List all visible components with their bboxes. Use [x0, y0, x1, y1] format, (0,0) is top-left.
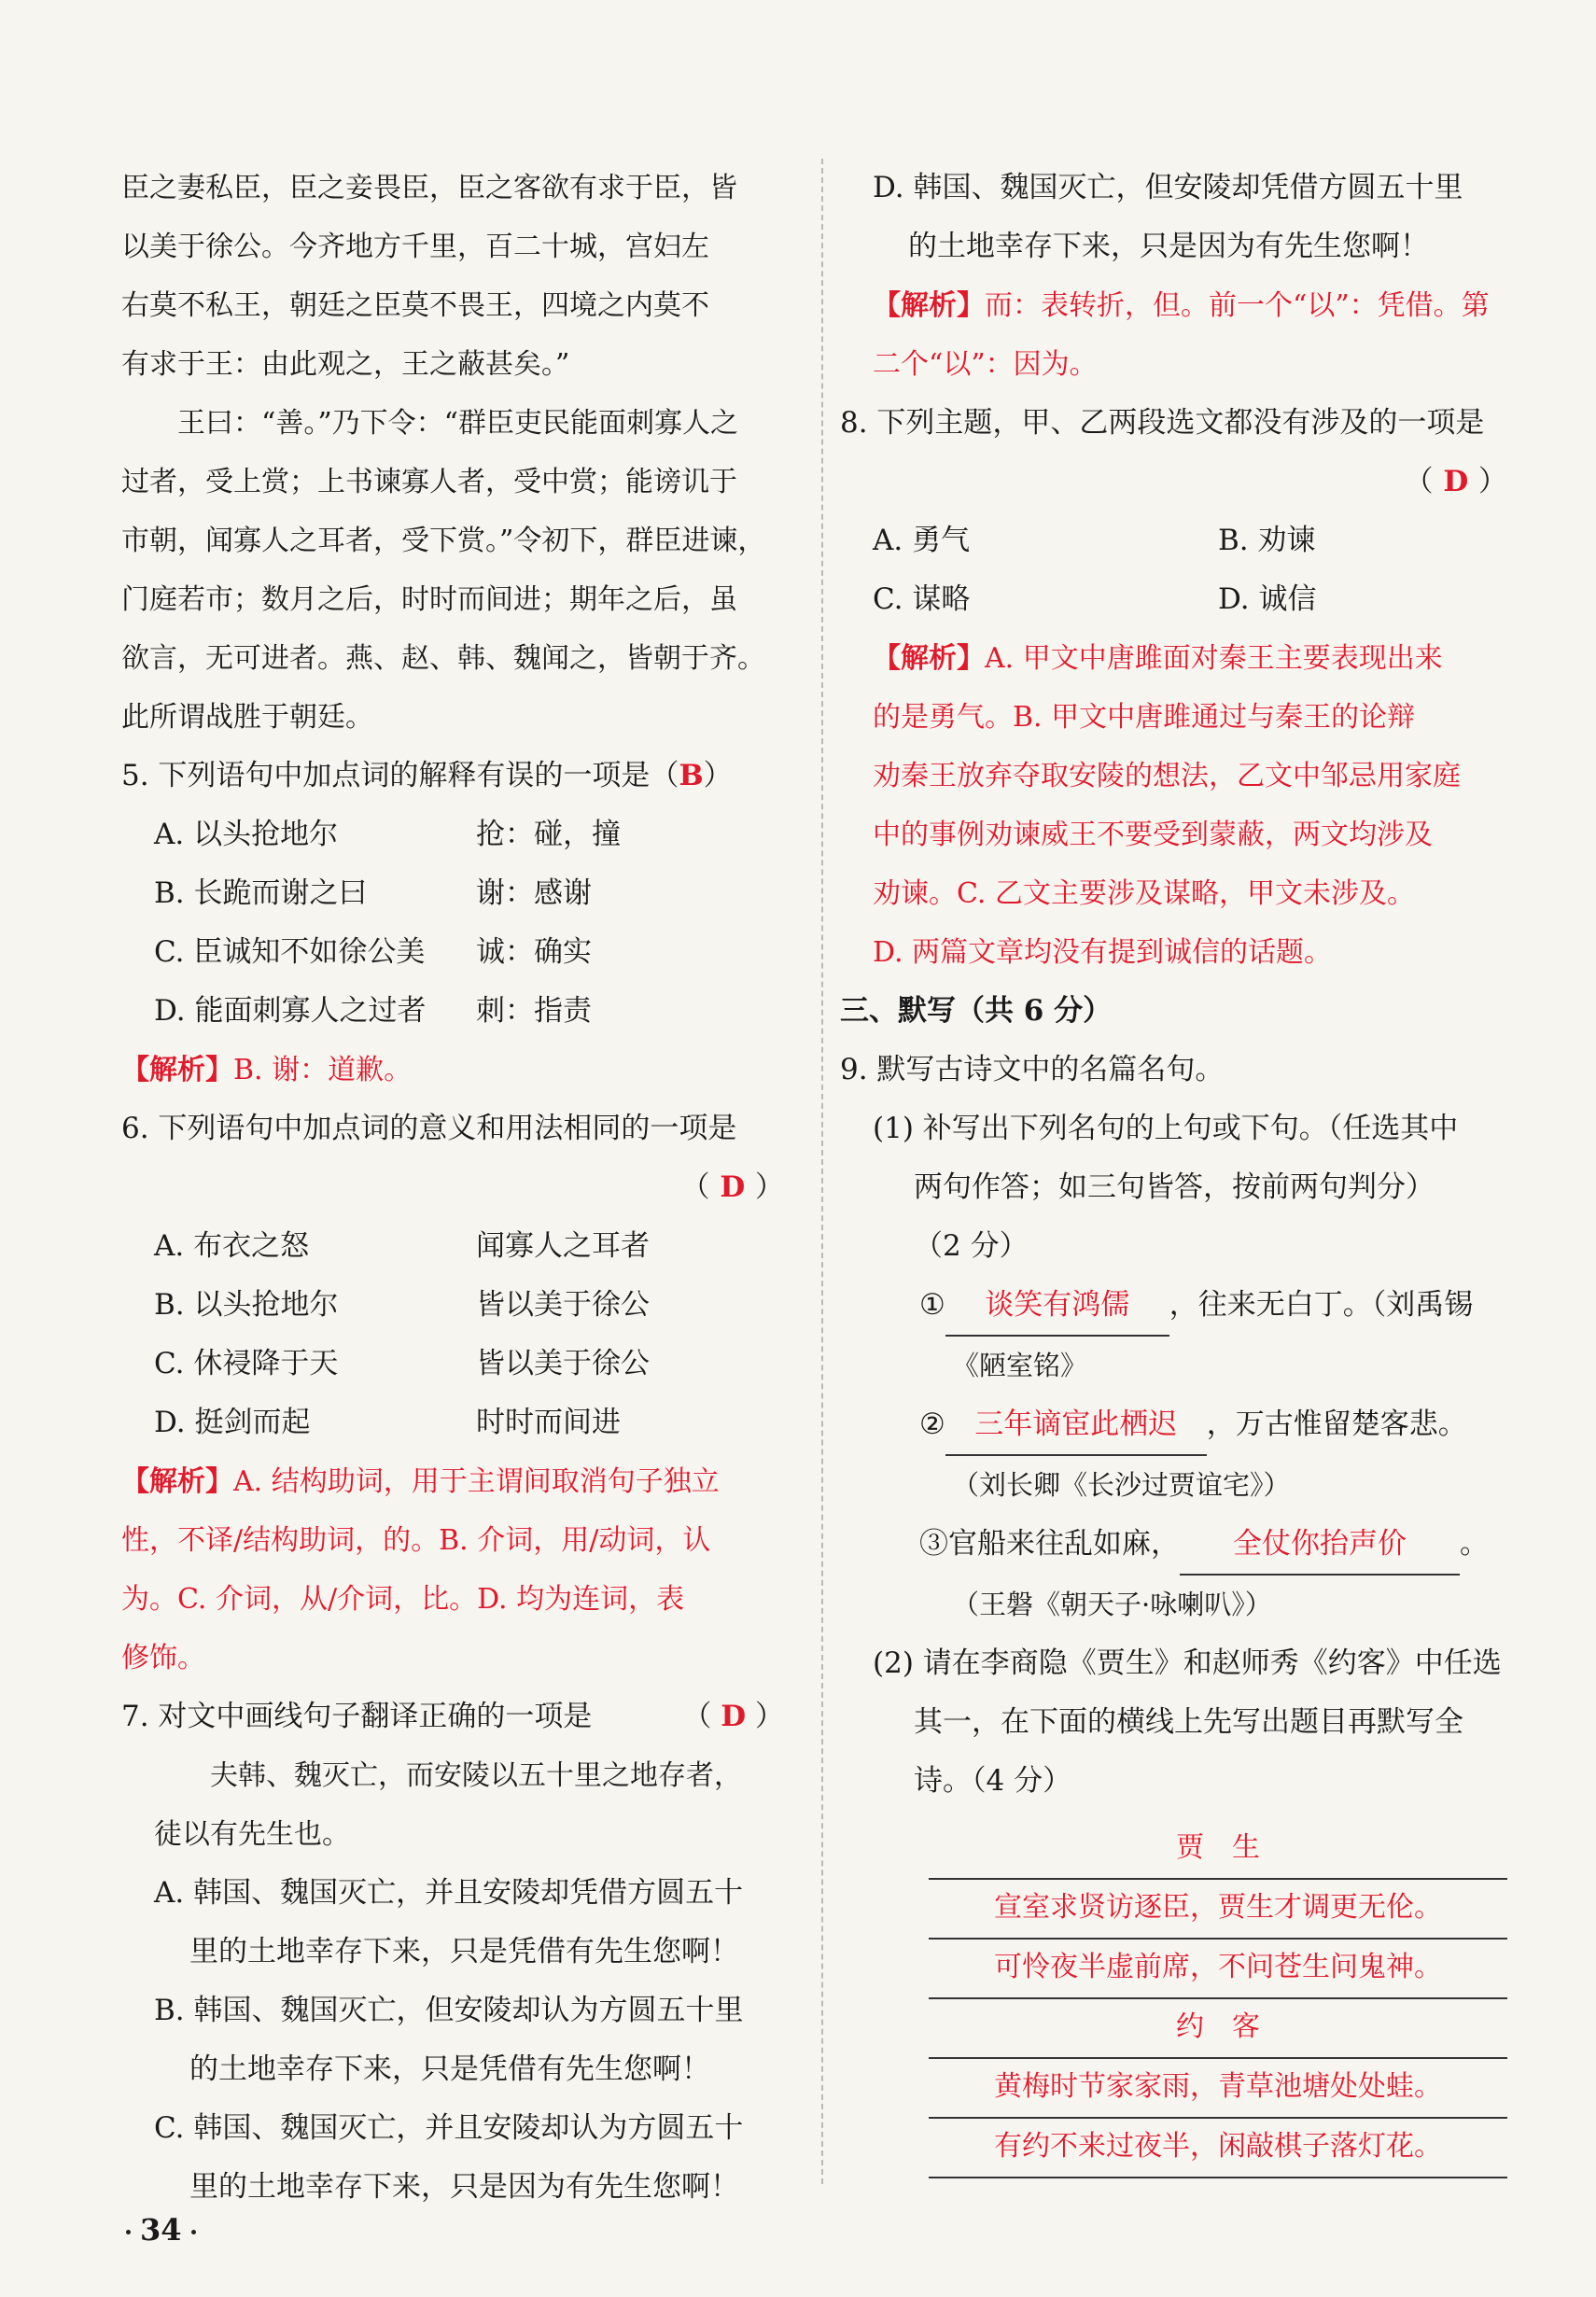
explanation: 【解析】A. 结构助词，用于主谓间取消句子独立 性，不译/结构助词，的。B. 介词，用/动词，认 为。C. 介词，从/介词，比。D. 均为连词，表 修饰。 [121, 1465, 720, 1674]
option-c: C. 休祲降于天 皆以美于徐公 [154, 1347, 650, 1380]
option-row: C. 谋略 D. 诚信 [873, 582, 1317, 616]
passage-line: 臣之妻私臣，臣之妾畏臣，臣之客欲有求于臣，皆 [121, 172, 737, 204]
option-c: C. 韩国、魏国灭亡，并且安陵却认为方圆五十 [154, 2111, 744, 2145]
answer-blank: 谈笑有鸿儒 [945, 1276, 1169, 1337]
question-9: 9. 默写古诗文中的名篇名句。 (1) 补写出下列名句的上句或下句。（任选其中 两句作答；如三句皆答，按前两句判分） （2 分） ① 谈笑有鸿儒 ，往来无白丁。（刘禹锡 《陋室铭》 ② 三年谪宦此栖迟 ，万古惟留楚客悲。 （刘长卿《长沙过贾谊宅》） ③官船来往乱如麻， 全仗你抬声价 。 （王磐《朝天子·咏喇叭》） (2) 请在李商隐《贾生》和赵师秀《约客》中任选 其一，在下面的横线上先写出题目再默写全 诗。（4 分） 贾 生 宣室求贤访逐臣，贾生才调更无伦。 可怜夜半虚前席，不问苍生问鬼神。 约 客 黄梅时节家家雨，青草池塘处处蛙。 有约不来过夜半，闲敲棋子落灯花。 [873, 1041, 1517, 2178]
question-8 [840, 394, 1517, 982]
option-b: B. 以头抢地尔 皆以美于徐公 [154, 1288, 650, 1322]
option-b: B. 韩国、魏国灭亡，但安陵却认为方圆五十里 [154, 1994, 744, 2027]
question-stem: 6. 下列语句中加点词的意义和用法相同的一项是 [121, 1112, 737, 1145]
section-heading: 三、默写（共 6 分） [840, 994, 1113, 1028]
explanation: 【解析】B. 谢：道歉。 [121, 1054, 413, 1086]
poem-line: 黄梅时节家家雨，青草池塘处处蛙。 [929, 2059, 1507, 2119]
question-stem: 5. 下列语句中加点词的解释有误的一项是（B） [121, 759, 733, 792]
passage-line: 市朝，闻寡人之耳者，受下赏。”令初下，群臣进谏， [121, 525, 766, 557]
bullet-icon [126, 2230, 131, 2234]
question-stem: 8. 下列主题，甲、乙两段选文都没有涉及的一项是 [840, 406, 1485, 440]
option-d: D. 韩国、魏国灭亡，但安陵却凭借方圆五十里 [873, 171, 1463, 204]
fill-item-1: ① 谈笑有鸿儒 ，往来无白丁。（刘禹锡 [919, 1276, 1517, 1337]
option-row: A. 勇气 B. 劝谏 [873, 524, 1316, 557]
poem-answer-lines [929, 1820, 1507, 2178]
question-7: 7. 对文中画线句子翻译正确的一项是 （ D ） 夫韩、魏灭亡，而安陵以五十里之地存者， 徒以有先生也。 A. 韩国、魏国灭亡，并且安陵却凭借方圆五十 里的土地幸存下来，只是凭借有先生您啊！ B. 韩国、魏国灭亡，但安陵却认为方圆五十里 的土地幸存下来，只是凭借有先生您啊！ C. 韩国、魏国灭亡，并且安陵却认为方圆五十 里的土地幸存下来，只是因为有先生您啊！ [121, 1688, 793, 2217]
passage-line: 右莫不私王，朝廷之臣莫不畏王，四境之内莫不 [121, 289, 709, 322]
explanation: 【解析】而：表转折，但。前一个“以”：凭借。第 二个“以”：因为。 [873, 289, 1490, 381]
poem-title: 约 客 [929, 1999, 1507, 2059]
answer-letter: D [721, 1700, 747, 1733]
answer-blank: 三年谪宦此栖迟 [945, 1395, 1207, 1456]
page-number: 34 [117, 2212, 205, 2248]
option-d: D. 能面刺寡人之过者 刺：指责 [154, 994, 592, 1028]
passage-part2 [121, 394, 793, 747]
option-d: D. 挺剑而起 时时而间进 [154, 1406, 621, 1439]
passage-line: 以美于徐公。今齐地方千里，百二十城，宫妇左 [121, 231, 709, 263]
question-6 [121, 1099, 793, 1688]
explanation: 【解析】A. 甲文中唐雎面对秦王主要表现出来 的是勇气。B. 甲文中唐雎通过与秦王的论辩 劝秦王放弃夺取安陵的想法，乙文中邹忌用家庭 中的事例劝谏威王不要受到蒙蔽，两文均涉及 劝谏。C. 乙文主要涉及谋略，甲文未涉及。 D. 两篇文章均没有提到诚信的话题。 [873, 642, 1461, 969]
poem-line: 宣室求贤访逐臣，贾生才调更无伦。 [929, 1880, 1507, 1940]
option-c: C. 臣诚知不如徐公美 诚：确实 [154, 935, 592, 969]
passage-line: 此所谓战胜于朝廷。 [121, 701, 373, 734]
poem-title: 贾 生 [929, 1820, 1507, 1880]
quote-line: 徒以有先生也。 [154, 1818, 350, 1851]
passage-line: 过者，受上赏；上书谏寡人者，受中赏；能谤讥于 [121, 466, 737, 498]
left-column [121, 159, 793, 2217]
question-5 [121, 747, 793, 1099]
answer-paren: （ D ） [1404, 465, 1507, 498]
answer-letter: D [1443, 465, 1469, 498]
answer-letter: B [679, 759, 704, 792]
poem-line: 有约不来过夜半，闲敲棋子落灯花。 [929, 2119, 1507, 2178]
answer-letter: D [720, 1170, 746, 1204]
passage-line: 门庭若市；数月之后，时时而间进；期年之后，虽 [121, 583, 737, 616]
option-a: A. 布衣之怒 闻寡人之耳者 [154, 1229, 650, 1263]
passage-line: 王曰：“善。”乃下令：“群臣吏民能面刺寡人之 [177, 407, 739, 440]
passage-line: 欲言，无可进者。燕、赵、韩、魏闻之，皆朝于齐。 [121, 642, 765, 675]
right-column: D. 韩国、魏国灭亡，但安陵却凭借方圆五十里 的土地幸存下来，只是因为有先生您啊！ 【解析】而：表转折，但。前一个“以”：凭借。第 二个“以”：因为。 8. 下列主题，甲、乙两段选文都没有涉及的一项是 （ D ） A. 勇气 B. 劝谏 C. 谋略 D. 诚信 【解析】A. 甲文中唐雎面对秦王主要表现出来 的是勇气。B. 甲文中唐雎通过与秦王的论辩 劝秦王放弃夺取安陵的想法，乙文中邹忌用家庭 中的事例劝谏威王不要受到蒙蔽，两文均涉及 劝谏。C. 乙文主要涉及谋略，甲文未涉及。 D. 两篇文章均没有提到诚信的话题。 三、默写（共 6 分） 9. 默写古诗文中的名篇名句。 (1) 补写出下列名句的上句或下句。（任选其中 两句作答；如三句皆答，按前两句判分） （2 分） ① 谈笑有鸿儒 ，往来无白丁。（刘禹锡 《陋室铭》 ② 三年谪宦此栖迟 ，万古惟留楚客悲。 （刘长卿《长沙过贾谊宅》） ③官船来往乱如麻， 全仗你抬声价 。 （王磐《朝天子·咏喇叭》） (2) 请在李商隐《贾生》和赵师秀《约客》中任选 其一，在下面的横线上先写出题目再默写全 诗。（4 分） 贾 生 宣室求贤访逐臣，贾生才调更无伦。 可怜夜半虚前席，不问苍生问鬼神。 约 客 黄梅时节家家雨，青草池塘处处蛙。 有约不来过夜半，闲敲棋子落灯花。 [873, 159, 1517, 2178]
answer-blank: 全仗你抬声价 [1180, 1515, 1460, 1576]
column-divider [821, 159, 823, 2184]
fill-item-2: ② 三年谪宦此栖迟 ，万古惟留楚客悲。 [919, 1395, 1517, 1456]
question-stem: 7. 对文中画线句子翻译正确的一项是 （ D ） [121, 1700, 784, 1733]
answer-paren: （ D ） [680, 1170, 784, 1204]
fill-item-3: ③官船来往乱如麻， 全仗你抬声价 。 [919, 1515, 1517, 1576]
option-b: B. 长跪而谢之曰 谢：感谢 [154, 876, 592, 910]
question-stem: 9. 默写古诗文中的名篇名句。 [840, 1053, 1225, 1086]
option-a: A. 以头抢地尔 抢：碰，撞 [154, 818, 621, 851]
option-a: A. 韩国、魏国灭亡，并且安陵却凭借方圆五十 [154, 1876, 744, 1910]
passage-line: 有求于王：由此观之，王之蔽甚矣。” [121, 348, 570, 381]
quote-line: 夫韩、魏灭亡，而安陵以五十里之地存者， [210, 1759, 742, 1792]
bullet-icon [191, 2230, 196, 2234]
passage-part1 [121, 159, 793, 394]
poem-line: 可怜夜半虚前席，不问苍生问鬼神。 [929, 1940, 1507, 1999]
